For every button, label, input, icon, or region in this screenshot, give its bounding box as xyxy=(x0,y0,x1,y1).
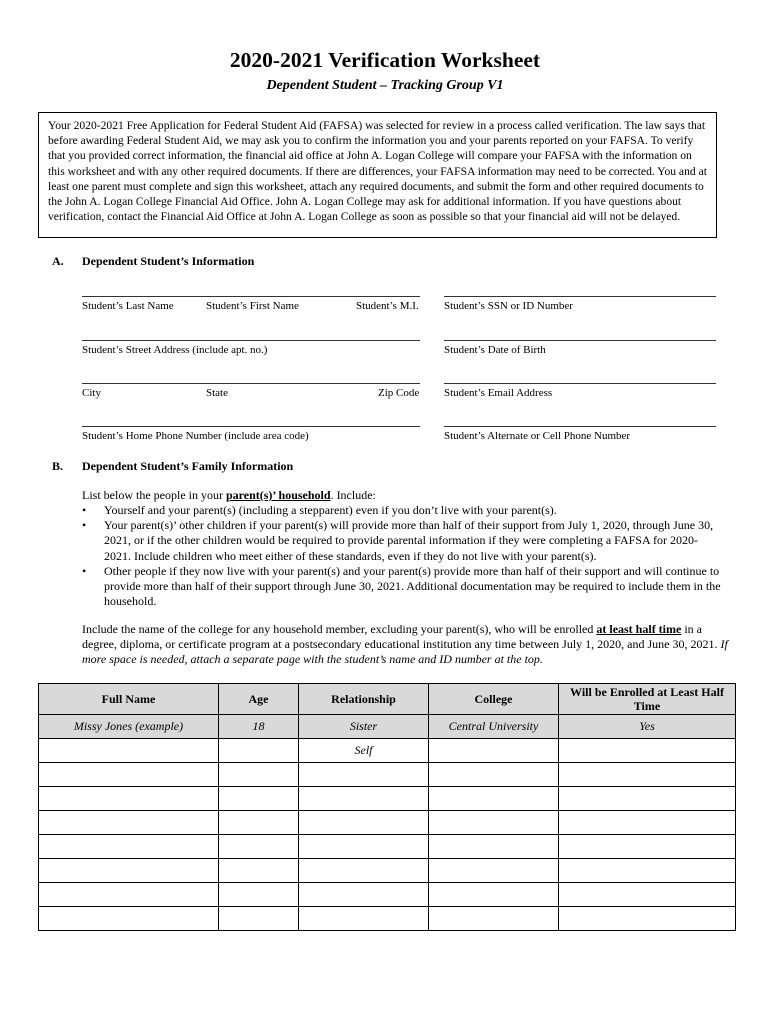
cell-relationship[interactable] xyxy=(299,787,429,811)
bullet-icon: • xyxy=(82,563,87,578)
table-row xyxy=(39,835,736,859)
cell-full-name[interactable] xyxy=(39,883,219,907)
name-line[interactable] xyxy=(82,296,420,297)
street-label: Student’s Street Address (include apt. no.) xyxy=(82,344,268,356)
cell-half-time: Yes xyxy=(559,715,736,739)
ssn-line[interactable] xyxy=(444,296,716,297)
college-para-suffix: in a degree, diploma, or certificate program at a postsecondary educational institution any time between July 1, 2020, and June 30, 2021. xyxy=(82,622,718,652)
cell-college[interactable] xyxy=(429,907,559,931)
cell-full-name[interactable] xyxy=(39,907,219,931)
table-row-self xyxy=(39,739,736,763)
alt-phone-label: Student’s Alternate or Cell Phone Number xyxy=(444,430,631,442)
bullet-text: Yourself and your parent(s) (including a stepparent) even if you don’t live with your parent(s). xyxy=(104,503,557,517)
household-bullets xyxy=(82,503,722,609)
verification-notice: Your 2020-2021 Free Application for Federal Student Aid (FAFSA) was selected for review in a process called verification. The law says that before awarding Federal Student Aid, we may ask you to confirm the information you and your parents reported on your FAFSA. To verify that you provided correct information, the financial aid office at John A. Logan College will compare your FAFSA with the information on this worksheet and with any other required documents. If there are differences, your FAFSA information may need to be corrected. You and at least one parent must complete and sign this worksheet, attach any required documents, and submit the form and other required documents to the John A. Logan College Financial Aid Office. John A. Logan College may ask for additional information. If you have questions about verification, contact the Financial Aid Office at John A. Logan College as soon as possible so that your financial aid will not be delayed. xyxy=(38,112,717,238)
alt-phone-line[interactable] xyxy=(444,426,716,427)
cell-age[interactable] xyxy=(219,907,299,931)
bullet-text: Your parent(s)’ other children if your parent(s) will provide more than half of their support from July 1, 2020, through June 30, 2021, or if the other children would be required to provide parental information if they were completing a FAFSA for 2020-2021. Include children who meet either of these standards, even if they do not live with your parent(s). xyxy=(104,518,714,563)
cell-relationship[interactable] xyxy=(299,811,429,835)
cell-age: 18 xyxy=(219,715,299,739)
cell-age[interactable] xyxy=(219,763,299,787)
cell-half-time[interactable] xyxy=(559,907,736,931)
table-row xyxy=(39,787,736,811)
cell-relationship[interactable] xyxy=(299,883,429,907)
cell-age[interactable] xyxy=(219,859,299,883)
table-row xyxy=(39,859,736,883)
table-row xyxy=(39,763,736,787)
dob-line[interactable] xyxy=(444,340,716,341)
cell-relationship[interactable] xyxy=(299,835,429,859)
table-row xyxy=(39,883,736,907)
col-header-full-name: Full Name xyxy=(39,684,219,715)
zip-label: Zip Code xyxy=(378,387,420,399)
col-header-age: Age xyxy=(219,684,299,715)
cell-half-time[interactable] xyxy=(559,859,736,883)
dob-label: Student’s Date of Birth xyxy=(444,344,546,356)
page-title: 2020-2021 Verification Worksheet xyxy=(229,48,541,72)
cell-college[interactable] xyxy=(429,835,559,859)
home-phone-label: Student’s Home Phone Number (include area code) xyxy=(82,430,309,442)
bullet-item xyxy=(82,518,722,564)
cell-full-name[interactable] xyxy=(39,763,219,787)
section-a-letter: A. xyxy=(52,254,64,268)
col-header-relationship: Relationship xyxy=(299,684,429,715)
cell-age[interactable] xyxy=(219,739,299,763)
intro-suffix: . Include: xyxy=(330,488,376,502)
cell-full-name[interactable] xyxy=(39,811,219,835)
street-line[interactable] xyxy=(82,340,420,341)
cell-age[interactable] xyxy=(219,811,299,835)
email-label: Student’s Email Address xyxy=(444,387,553,399)
cell-age[interactable] xyxy=(219,787,299,811)
cell-full-name[interactable] xyxy=(39,787,219,811)
cell-college[interactable] xyxy=(429,859,559,883)
cell-age[interactable] xyxy=(219,835,299,859)
ssn-label: Student’s SSN or ID Number xyxy=(444,300,573,312)
state-label: State xyxy=(206,387,228,399)
cell-half-time[interactable] xyxy=(559,787,736,811)
cell-relationship[interactable] xyxy=(299,763,429,787)
intro-prefix: List below the people in your xyxy=(82,488,223,502)
cell-college[interactable] xyxy=(429,739,559,763)
cell-full-name[interactable] xyxy=(39,739,219,763)
cell-half-time[interactable] xyxy=(559,883,736,907)
cell-half-time[interactable] xyxy=(559,835,736,859)
cell-full-name: Missy Jones (example) xyxy=(39,715,219,739)
cell-half-time[interactable] xyxy=(559,739,736,763)
section-b-title: Dependent Student’s Family Information xyxy=(82,459,294,473)
col-header-college: College xyxy=(429,684,559,715)
table-row-example xyxy=(39,715,736,739)
bullet-item xyxy=(82,564,722,610)
bullet-icon: • xyxy=(82,503,87,517)
col-header-half-time: Will be Enrolled at Least Half Time xyxy=(559,684,736,715)
cell-relationship: Self xyxy=(299,739,429,763)
intro-household: parent(s)’ household xyxy=(225,488,331,502)
bullet-icon: • xyxy=(82,518,87,533)
cell-half-time[interactable] xyxy=(559,811,736,835)
section-b-letter: B. xyxy=(52,459,64,473)
cell-college[interactable] xyxy=(429,787,559,811)
home-phone-line[interactable] xyxy=(82,426,420,427)
bullet-item xyxy=(82,503,722,518)
family-table xyxy=(38,683,736,931)
cell-relationship[interactable] xyxy=(299,859,429,883)
cell-college[interactable] xyxy=(429,763,559,787)
city-line[interactable] xyxy=(82,383,420,384)
last-name-label: Student’s Last Name xyxy=(82,300,174,312)
cell-half-time[interactable] xyxy=(559,763,736,787)
cell-relationship: Sister xyxy=(299,715,429,739)
college-para-prefix: Include the name of the college for any household member, excluding your parent(s), who will be enrolled xyxy=(82,622,594,636)
section-a-title: Dependent Student’s Information xyxy=(82,254,255,268)
cell-age[interactable] xyxy=(219,883,299,907)
first-name-label: Student’s First Name xyxy=(206,300,299,312)
cell-college[interactable] xyxy=(429,883,559,907)
cell-full-name[interactable] xyxy=(39,859,219,883)
college-para-emphasis: at least half time xyxy=(596,622,682,636)
page-subtitle: Dependent Student – Tracking Group V1 xyxy=(266,78,504,93)
college-instructions xyxy=(82,622,734,668)
household-intro xyxy=(82,488,376,503)
table-row xyxy=(39,811,736,835)
cell-college[interactable] xyxy=(429,811,559,835)
mi-label: Student’s M.I. xyxy=(356,300,419,312)
cell-full-name[interactable] xyxy=(39,835,219,859)
bullet-text: Other people if they now live with your parent(s) and your parent(s) provide more than half of their support and will continue to provide more than half of their support through June 30, 2021. Additional documentation may be required to include them in the household. xyxy=(104,563,721,609)
city-label: City xyxy=(82,387,101,399)
email-line[interactable] xyxy=(444,383,716,384)
table-row xyxy=(39,907,736,931)
cell-relationship[interactable] xyxy=(299,907,429,931)
table-header-row xyxy=(39,684,736,715)
cell-college: Central University xyxy=(429,715,559,739)
college-para-note: If more space is needed, attach a separate page with the student’s name and ID number at the top. xyxy=(82,637,728,667)
